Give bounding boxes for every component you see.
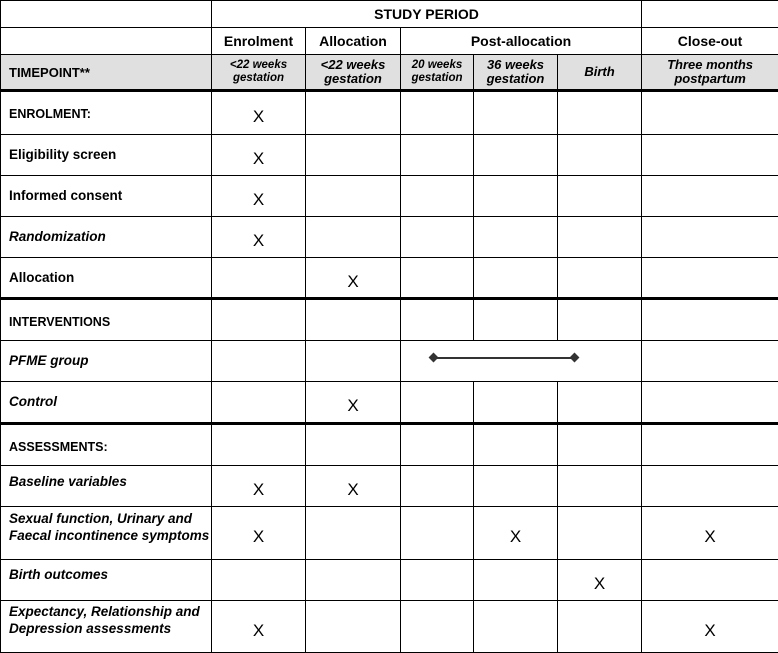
- mark: X: [212, 507, 306, 560]
- row-label-expectancy: Expectancy, Relationship and Depression assessments: [1, 601, 212, 653]
- row-label-eligibility: Eligibility screen: [1, 135, 212, 176]
- timepoint-5: Birth: [558, 55, 642, 91]
- timepoint-6: Three months postpartum: [642, 55, 778, 91]
- mark: X: [212, 217, 306, 258]
- mark: X: [212, 135, 306, 176]
- timepoint-1: <22 weeks gestation: [212, 55, 306, 91]
- table-row: [1, 176, 778, 217]
- intervention-duration-bar: [401, 341, 642, 382]
- phase-close-out: Close-out: [642, 28, 778, 55]
- table-row: [1, 217, 778, 258]
- mark: X: [212, 601, 306, 653]
- timepoint-4: 36 weeks gestation: [474, 55, 558, 91]
- row-label-birth-outcomes: Birth outcomes: [1, 560, 212, 601]
- mark: X: [306, 258, 401, 299]
- bar-end-diamond: [570, 353, 580, 363]
- row-label-interventions: INTERVENTIONS: [1, 299, 212, 341]
- mark: X: [642, 507, 778, 560]
- mark: X: [212, 176, 306, 217]
- row-label-sexual-function: Sexual function, Urinary and Faecal incontinence symptoms: [1, 507, 212, 560]
- row-label-randomization: Randomization: [1, 217, 212, 258]
- duration-line: [433, 357, 575, 359]
- mark: X: [212, 466, 306, 507]
- table-row: [1, 382, 778, 424]
- phase-enrolment: Enrolment: [212, 28, 306, 55]
- timepoint-2: <22 weeks gestation: [306, 55, 401, 91]
- bar-start-diamond: [429, 353, 439, 363]
- mark: X: [306, 466, 401, 507]
- mark: X: [306, 382, 401, 424]
- timepoint-label: TIMEPOINT**: [1, 55, 212, 91]
- phase-allocation: Allocation: [306, 28, 401, 55]
- phase-post-allocation: Post-allocation: [401, 28, 642, 55]
- table-row: [1, 299, 778, 341]
- table-row: [1, 424, 778, 466]
- row-label-baseline: Baseline variables: [1, 466, 212, 507]
- table-row: [1, 560, 778, 601]
- mark: X: [474, 507, 558, 560]
- row-label-allocation: Allocation: [1, 258, 212, 299]
- table-row: [1, 135, 778, 176]
- table-row: [1, 466, 778, 507]
- row-label-control: Control: [1, 382, 212, 424]
- table-row: [1, 341, 778, 382]
- table-row: [1, 258, 778, 299]
- row-label-enrolment: ENROLMENT:: [1, 91, 212, 135]
- table-row: [1, 507, 778, 560]
- row-label-assessments: ASSESSMENTS:: [1, 424, 212, 466]
- table-row: [1, 601, 778, 653]
- mark: X: [558, 560, 642, 601]
- mark: X: [212, 91, 306, 135]
- timepoint-3: 20 weeks gestation: [401, 55, 474, 91]
- study-period-header: STUDY PERIOD: [212, 1, 642, 28]
- row-label-pfme: PFME group: [1, 341, 212, 382]
- row-label-consent: Informed consent: [1, 176, 212, 217]
- table-row: [1, 91, 778, 135]
- mark: X: [642, 601, 778, 653]
